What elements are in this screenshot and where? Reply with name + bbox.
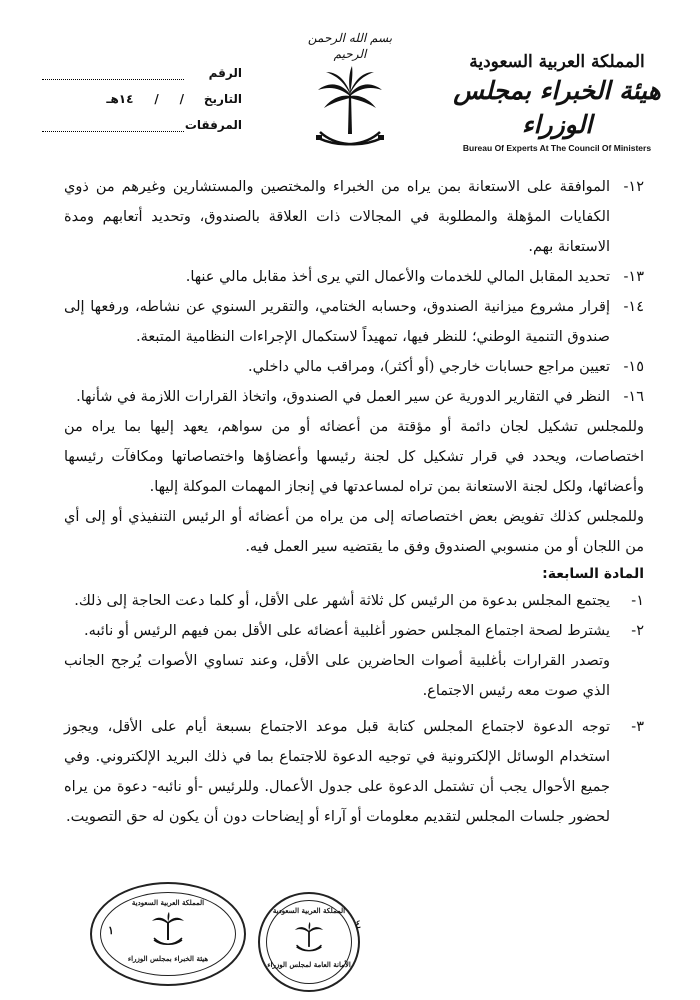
palm-swords-emblem-icon xyxy=(310,64,390,152)
paragraph-delegation: وللمجلس كذلك تفويض بعض اختصاصاته إلى من يراه من أعضائه أو الرئيس التنفيذي أو إلى أي من اللجان أو من منسوبي الصندوق وفق ما يقتضيه سير العمل فيه. xyxy=(64,509,644,555)
article-heading: المادة السابعة: xyxy=(542,566,644,582)
clause-number: ١٣- xyxy=(623,269,644,285)
seal-bottom-text: هيئة الخبراء بمجلس الوزراء xyxy=(127,954,209,963)
paragraph-committees: وللمجلس تشكيل لجان دائمة أو مؤقتة من أعضائه أو من سواهم، يعهد إليها بما يراه من اختصاصات، ويحدد في قرار تشكيل كل لجنة رئيسها وأعضاؤها واختصاصاتها ومكافآت رئيسها وأعضائها، ولكل لجنة الاستعانة بمن تراه لمساعدتها في إنجاز المهمات الموكلة إليها. xyxy=(64,419,644,495)
clause-text: النظر في التقارير الدورية عن سير العمل في الصندوق، واتخاذ القرارات اللازمة في شأنها. xyxy=(76,389,610,405)
seal-emblem-icon xyxy=(150,912,186,948)
clause-text: وتصدر القرارات بأغلبية أصوات الحاضرين على الأقل، وعند تساوي الأصوات يُرجح الجانب الذي صوت معه رئيس الاجتماع. xyxy=(64,653,610,699)
secretariat-seal-stamp xyxy=(258,892,360,992)
basmala: بسم الله الرحمن الرحيم xyxy=(307,31,393,61)
clause-15 xyxy=(64,352,644,382)
letterhead-institution xyxy=(442,52,672,154)
clause-text: إقرار مشروع ميزانية الصندوق، وحسابه الختامي، والتقرير السنوي عن نشاطه، ورفعها إلى صندوق التنمية الوطني؛ للنظر فيها، تمهيداً لاستكمال الإجراءات النظامية المتبعة. xyxy=(64,299,610,345)
clause-14 xyxy=(64,292,644,352)
attachments-line xyxy=(42,119,184,132)
attachments-field-row xyxy=(42,112,242,138)
clause-text: الموافقة على الاستعانة بمن يراه من الخبراء والمختصين والمستشارين وغيرهم من ذوي الكفايات المؤهلة والمطلوبة في المجالات ذات العلاقة بالصندوق، وتحديد أتعابهم ومدة الاستعانة بهم. xyxy=(64,179,610,255)
article-clause-1 xyxy=(64,586,644,616)
seal-bottom-text: الأمانة العامة لمجلس الوزراء xyxy=(267,960,351,969)
article-clause-2 xyxy=(64,616,644,646)
seal-top-text: المملكة العربية السعودية xyxy=(131,898,205,907)
clause-13 xyxy=(64,262,644,292)
seal-emblem-icon xyxy=(293,922,325,954)
kingdom-name: المملكة العربية السعودية xyxy=(469,52,645,72)
document-body xyxy=(64,172,644,832)
clause-number: ٢- xyxy=(631,623,644,639)
bureau-name-english: Bureau Of Experts At The Council Of Ministers xyxy=(462,143,652,153)
seal-mark: ١ xyxy=(108,924,114,937)
clause-number: ١٥- xyxy=(623,359,644,375)
number-label: الرقم xyxy=(208,66,242,80)
bureau-seal-stamp xyxy=(90,882,246,986)
bureau-name-arabic: هيئة الخبراء بمجلس الوزراء xyxy=(453,76,661,139)
clause-text: تعيين مراجع حسابات خارجي (أو أكثر)، ومراقب مالي داخلي. xyxy=(248,359,610,375)
seal-top-text: المملكة العربية السعودية xyxy=(272,906,346,915)
date-field-row xyxy=(42,86,242,112)
clause-number: ١٤- xyxy=(623,299,644,315)
date-value: / / ١٤هـ xyxy=(106,92,184,106)
clause-number: ١٦- xyxy=(623,389,644,405)
page-number: ٤ xyxy=(355,917,362,931)
number-line xyxy=(42,67,184,80)
clause-number: ١- xyxy=(631,593,644,609)
clause-12 xyxy=(64,172,644,262)
date-label: التاريخ xyxy=(203,92,242,106)
article-clause-2-continued xyxy=(64,646,644,706)
clause-number: ٣- xyxy=(631,719,644,735)
clause-indent xyxy=(610,646,644,706)
attachments-label: المرفقات xyxy=(184,118,242,132)
clause-number: ١٢- xyxy=(623,179,644,195)
reference-fields xyxy=(42,60,242,138)
clause-text: يشترط لصحة اجتماع المجلس حضور أغلبية أعضائه على الأقل بمن فيهم الرئيس أو نائبه. xyxy=(83,623,610,639)
article-clause-3 xyxy=(64,712,644,832)
clause-text: يجتمع المجلس بدعوة من الرئيس كل ثلاثة أشهر على الأقل، أو كلما دعت الحاجة إلى ذلك. xyxy=(74,593,610,609)
clause-text: تحديد المقابل المالي للخدمات والأعمال التي يرى أخذ مقابل مالي عنها. xyxy=(185,269,610,285)
number-field-row xyxy=(42,60,242,86)
clause-text: توجه الدعوة لاجتماع المجلس كتابة قبل موعد الاجتماع بسبعة أيام على الأقل، ويجوز استخدام الوسائل الإلكترونية في توجيه الدعوة للاجتماع بما في ذلك البريد الإلكتروني. وفي جميع الأحوال يجب أن تشتمل الدعوة على جدول الأعمال. وللرئيس -أو نائبه- دعوة من يراه لحضور جلسات المجلس لتقديم معلومات أو آراء أو إيضاحات دون أن يكون له حق التصويت. xyxy=(64,719,610,825)
letterhead-emblem-block xyxy=(300,30,400,152)
clause-16 xyxy=(64,382,644,412)
